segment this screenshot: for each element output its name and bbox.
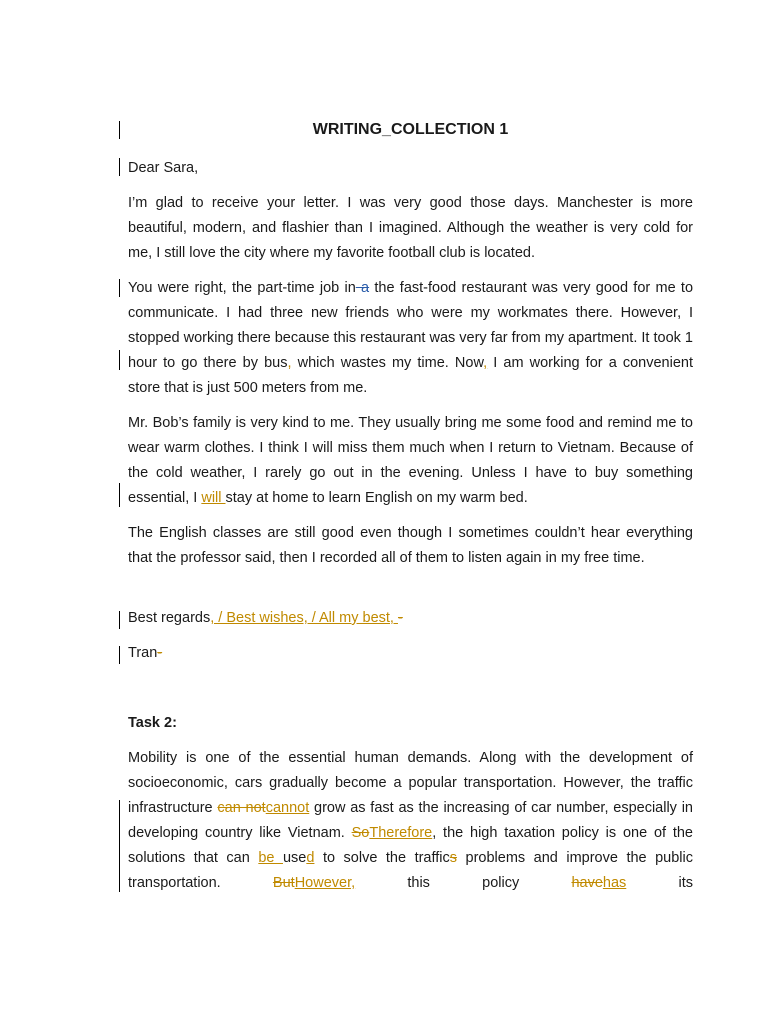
inserted-text: However, xyxy=(294,875,356,891)
text-run: this policy xyxy=(355,875,572,891)
text-run: grow as fast as the increasing of car number, especially in developing country like Vietnam. xyxy=(128,800,693,841)
deleted-text: - xyxy=(157,645,163,661)
deleted-text: So xyxy=(351,825,370,841)
inserted-text: has xyxy=(602,875,627,891)
task2-heading: Task 2: xyxy=(128,715,177,731)
change-bar xyxy=(119,646,120,664)
deleted-text: But xyxy=(272,875,295,891)
text-run: Tran xyxy=(128,645,158,661)
text-run: its xyxy=(626,875,693,891)
text-run: Best regards xyxy=(128,610,211,626)
paragraph-3 xyxy=(128,411,693,511)
text-run: Mobility is one of the essential human demands. Along with the development of socioeconomic, cars gradually become a popular transportation. However, the traffic infrastructure xyxy=(128,750,693,816)
inserted-text: d xyxy=(306,850,315,866)
change-bar xyxy=(119,158,120,176)
paragraph-2 xyxy=(128,276,693,401)
letter-signature xyxy=(128,641,693,666)
text-run: stay at home to learn English on my warm bed. xyxy=(225,490,528,506)
change-bar xyxy=(119,121,120,139)
change-bar xyxy=(119,800,120,892)
inserted-text: , xyxy=(287,355,292,371)
inserted-text: will xyxy=(201,490,226,506)
change-bar xyxy=(119,279,120,297)
text-run: I am working for a convenient store that is just 500 meters from me. xyxy=(128,355,693,396)
inserted-text: cannot xyxy=(265,800,310,816)
change-bar xyxy=(119,483,120,507)
inserted-text: , xyxy=(483,355,488,371)
task2-paragraph xyxy=(128,746,693,896)
deleted-text: can not xyxy=(217,800,266,816)
deleted-text: - xyxy=(397,610,403,626)
inserted-text: be xyxy=(258,850,283,866)
paragraph-4: The English classes are still good even though I sometimes couldn’t hear everything that the professor said, then I recorded all of them to listen again in my free time. xyxy=(128,525,693,566)
text-run: , the high taxation policy is one of the solutions that can xyxy=(128,825,693,866)
inserted-text: , / Best wishes, / All my best, xyxy=(210,610,398,626)
inserted-text: Therefore xyxy=(369,825,433,841)
document-title: WRITING_COLLECTION 1 xyxy=(312,121,509,138)
letter-greeting: Dear Sara, xyxy=(128,160,199,176)
text-run: to solve the traffic xyxy=(314,850,450,866)
letter-closing xyxy=(128,606,693,631)
paragraph-1: I’m glad to receive your letter. I was very good those days. Manchester is more beautiful, modern, and flashier than I imagined. Although the weather is very cold for me, I still love the city where my favorite football club is located. xyxy=(128,195,693,261)
text-run: use xyxy=(282,850,307,866)
text-run: the fast-food restaurant was very good for me to communicate. I had three new friends who were my workmates there. However, I stopped working there because this restaurant was very far from my apartment. It took 1 hour to go there by bus xyxy=(128,280,694,371)
text-run: Mr. Bob’s family is very kind to me. They usually bring me some food and remind me to wear warm clothes. I think I will miss them much when I return to Vietnam. Because of the cold weather, I rarely go out in the evening. Unless I have to buy something essential, I xyxy=(128,415,693,506)
text-run: which wastes my time. Now xyxy=(291,355,484,371)
text-run: You were right, the part-time job in xyxy=(128,280,356,296)
change-bar xyxy=(119,611,120,629)
change-bar xyxy=(119,350,120,370)
text-run: problems and improve the public transportation. xyxy=(128,850,693,891)
deleted-text: have xyxy=(571,875,603,891)
deleted-text: s xyxy=(449,850,458,866)
deleted-text: a xyxy=(355,280,370,296)
